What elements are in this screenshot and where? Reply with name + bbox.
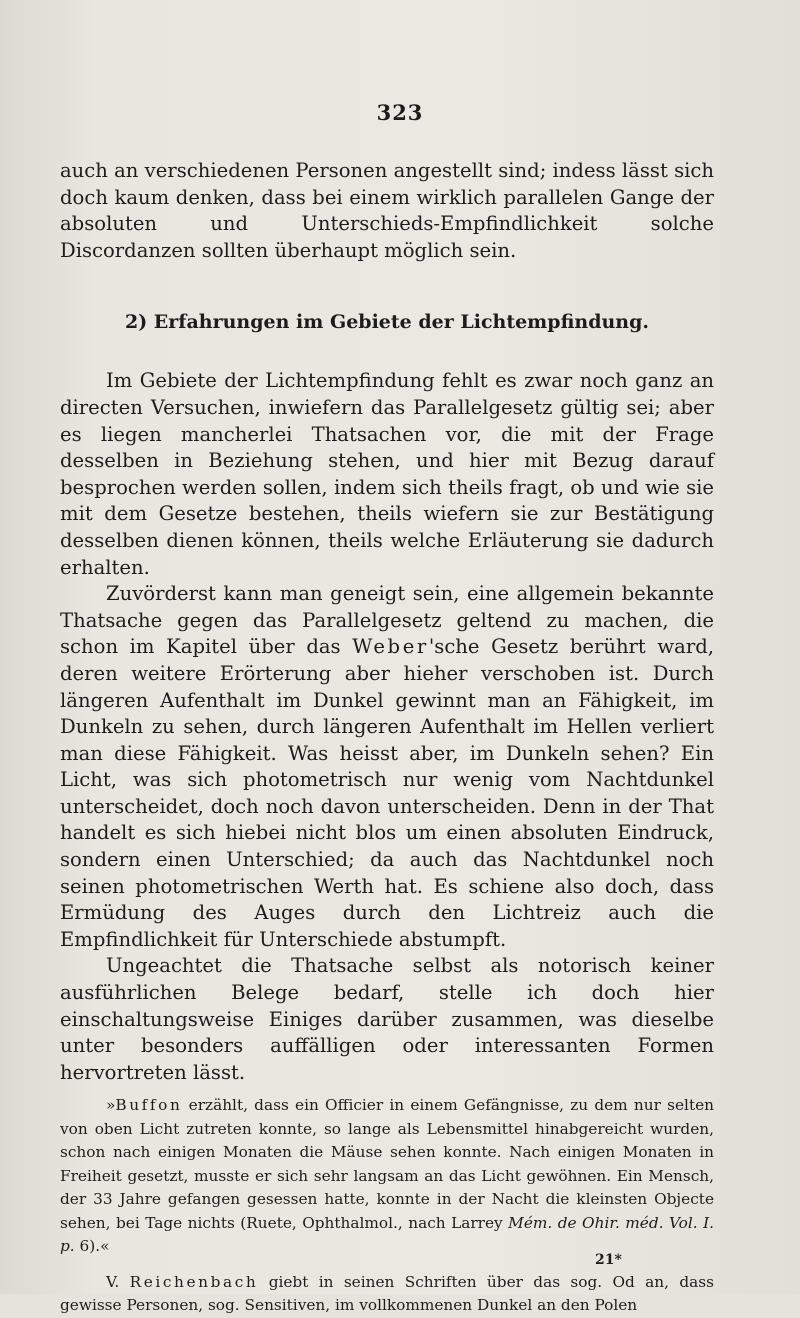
author-name-weber: Weber	[352, 635, 429, 659]
author-name-buffon: Buffon	[115, 1096, 183, 1115]
main-text	[60, 158, 714, 1086]
paragraph-weber-law	[60, 581, 714, 953]
printer-signature-mark: 21*	[595, 1252, 622, 1268]
paragraph-continuation: auch an verschiedenen Personen angestellt sind; indess lässt sich doch kaum denken, dass bei einem wirklich parallelen Gange der absoluten und Unterschieds-Empfindlichkeit solche Discordanzen sollten überhaupt möglich sein.	[60, 159, 714, 262]
paragraph-evidence: Ungeachtet die Thatsache selbst als notorisch keiner ausführlichen Belege bedarf, stelle ich doch hier einschaltungsweise Einiges darüber zusammen, was dieselbe unter besonders auffälligen oder interessanten Formen hervortreten lässt.	[60, 954, 714, 1084]
small-print-section	[60, 1094, 714, 1318]
quote-text: erzählt, dass ein Officier in einem Gefängnisse, zu dem nur selten von oben Licht zutreten konnte, so lange als Lebensmittel hinabgereicht wurden, schon nach einigen Monaten die Mäuse sehen konnte. Nach einigen Monaten in Freiheit gesetzt, musste er sich sehr langsam an das Licht gewöhnen. Ein Mensch, der 33 Jahre gefangen gesessen hatte, konnte in der Nacht die kleinsten Objecte sehen, bei Tage nichts (Ruete, Ophthalmol., nach Larrey	[60, 1096, 714, 1232]
paragraph-text: 'sche Gesetz berührt ward, deren weitere Erörterung aber hieher verschoben ist. Durch längeren Aufenthalt im Dunkel gewinnt man an Fähigkeit, im Dunkeln zu sehen, durch längeren Aufenthalt im Hellen verliert man diese Fähigkeit. Was heisst aber, im Dunkeln sehen? Ein Licht, was sich photometrisch nur wenig vom Nachtdunkel unterscheidet, doch noch davon unterscheiden. Denn in der That handelt es sich hiebei nicht blos um einen absoluten Eindruck, sondern einen Unterschied; da auch das Nachtdunkel noch seinen photometrischen Werth hat. Es schiene also doch, dass Ermüdung des Auges durch den Lichtreiz auch die Empfindlichkeit für Unterschiede abstumpft.	[60, 635, 714, 951]
paragraph-text: giebt in seinen Schriften über das sog. Od an, dass gewisse Personen, sog. Sensitiven, im vollkommenen Dunkel an den Polen	[60, 1272, 714, 1315]
section-heading: 2) Erfahrungen im Gebiete der Lichtempfindung.	[124, 311, 650, 334]
quote-buffon	[60, 1094, 714, 1259]
paragraph-light-sensation: Im Gebiete der Lichtempfindung fehlt es zwar noch ganz an directen Versuchen, inwiefern das Parallelgesetz gültig sei; aber es liegen mancherlei Thatsachen vor, die mit der Frage desselben in Beziehung stehen, und hier mit Bezug darauf besprochen werden sollen, indem sich theils fragt, ob und wie sie mit dem Gesetze bestehen, theils wiefern sie zur Bestätigung desselben dienen können, theils welche Erläuterung sie dadurch erhalten.	[60, 369, 714, 579]
quote-text-end: 6).«	[74, 1237, 110, 1256]
paragraph-text: Zuvörderst kann man geneigt sein, eine allgemein bekannte Thatsache gegen das Parallelgesetz geltend zu machen, die schon im Kapitel über das	[60, 582, 714, 659]
citation-italic: Mém. de Ohir. méd. Vol. I. p.	[60, 1213, 714, 1256]
author-initial: V.	[106, 1272, 130, 1291]
page-body	[60, 158, 714, 1318]
paragraph-reichenbach	[60, 1271, 714, 1318]
author-name-reichenbach: Reichenbach	[129, 1272, 259, 1291]
page-number: 323	[376, 100, 424, 125]
quote-mark: »	[106, 1096, 116, 1115]
